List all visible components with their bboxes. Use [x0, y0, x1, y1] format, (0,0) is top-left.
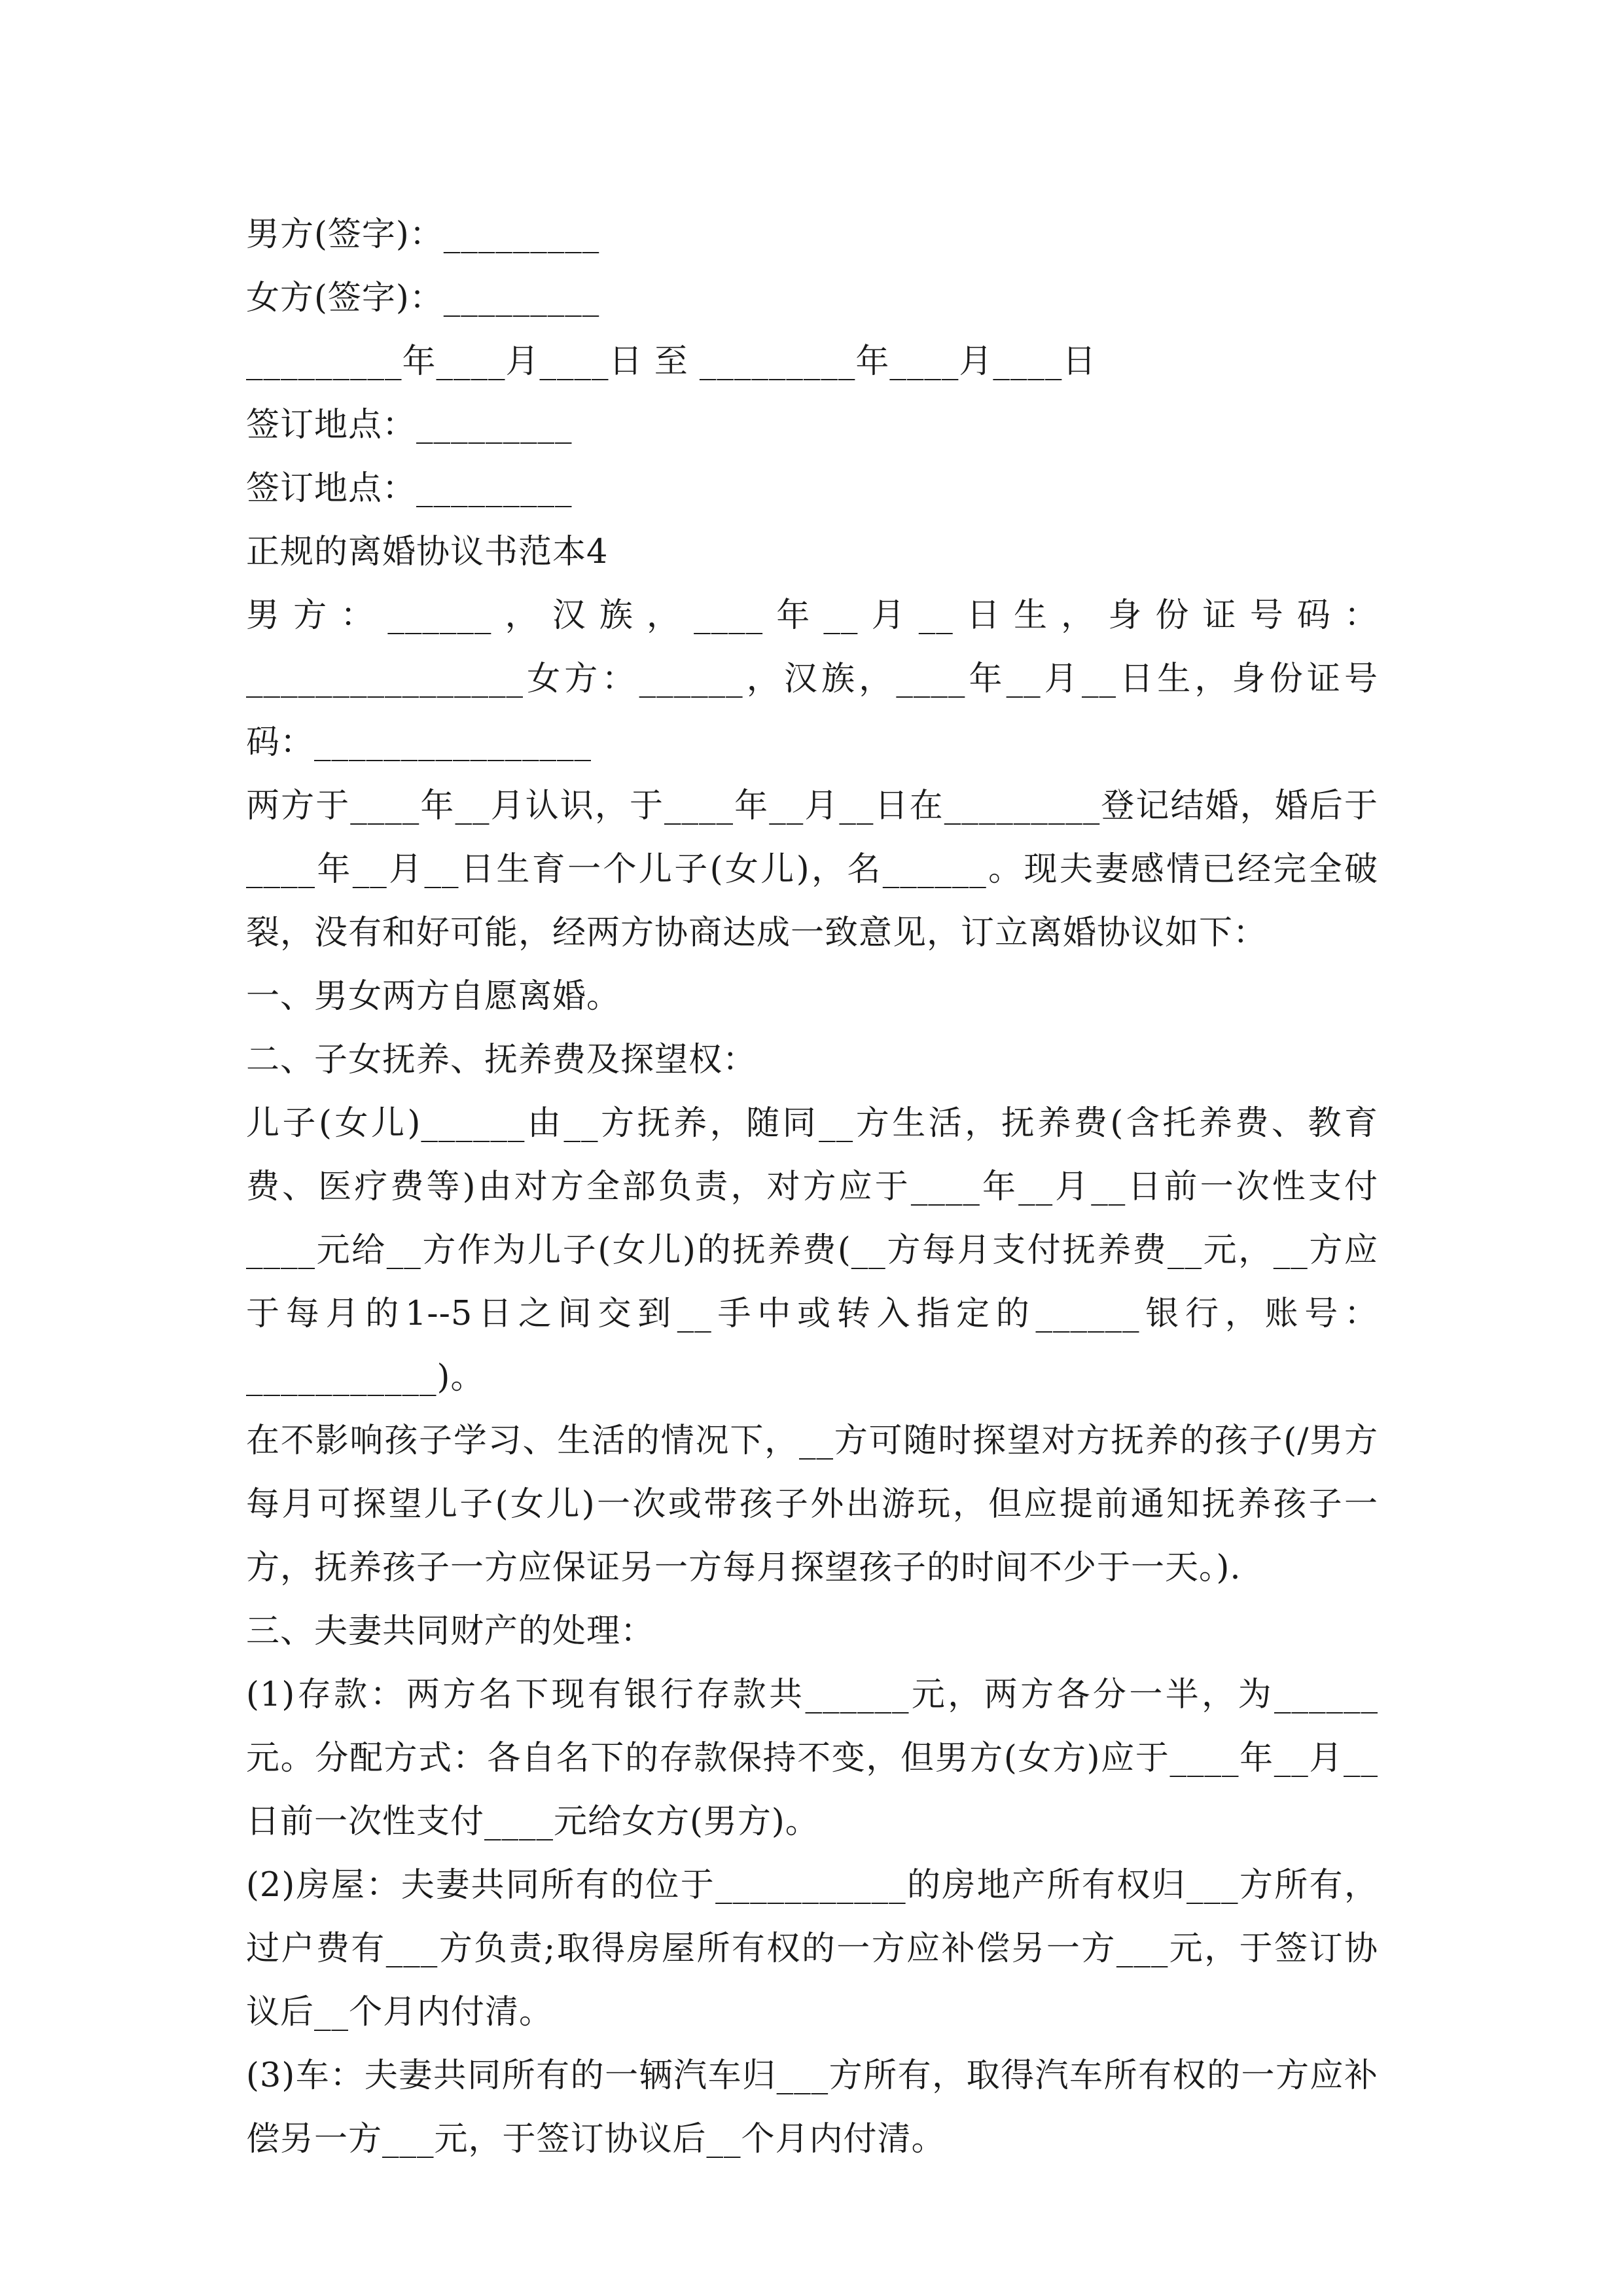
intro-paragraph: 两方于____年__月认识，于____年__月__日在_________登记结婚，婚后于____年__月__日生育一个儿子(女儿)，名______。现夫妻感情已经完全破裂，没有和好可能，经两方协商达成一致意见，订立离婚协议如下： — [246, 787, 1378, 952]
clause-2-heading: 二、子女抚养、抚养费及探望权： — [246, 1041, 757, 1079]
parties-paragraph: 男方：______，汉族，____年__月__日生，身份证号码：________________女方：______，汉族，____年__月__日生，身份证号码：________________ — [246, 596, 1378, 762]
male-signature-line: 男方(签字)：_________ — [246, 215, 600, 254]
document-title: 正规的离婚协议书范本4 — [246, 533, 609, 571]
clause-3-deposit-paragraph: (1)存款：两方名下现有银行存款共______元，两方各分一半，为______元。分配方式：各自名下的存款保持不变，但男方(女方)应于____年__月__日前一次性支付____元给女方(男方)。 — [246, 1676, 1378, 1841]
clause-3-heading: 三、夫妻共同财产的处理： — [246, 1612, 655, 1651]
date-range-line: _________年____月____日 至 _________年____月____日 — [246, 342, 1097, 381]
clause-3-car-paragraph: (3)车：夫妻共同所有的一辆汽车归___方所有，取得汽车所有权的一方应补偿另一方___元，于签订协议后__个月内付清。 — [246, 2056, 1378, 2159]
document-body — [246, 203, 1378, 2171]
clause-2-custody-paragraph: 儿子(女儿)______由__方抚养，随同__方生活，抚养费(含托养费、教育费、医疗费等)由对方全部负责，对方应于____年__月__日前一次性支付____元给__方作为儿子(女儿)的抚养费(__方每月支付抚养费__元，__方应于每月的1--5日之间交到__手中或转入指定的______银行，账号：___________)。 — [246, 1104, 1378, 1397]
sign-place-line: 签订地点：_________ — [246, 406, 573, 444]
clause-2-visitation-paragraph: 在不影响孩子学习、生活的情况下，__方可随时探望对方抚养的孩子(/男方每月可探望儿子(女儿)一次或带孩子外出游玩，但应提前通知抚养孩子一方，抚养孩子一方应保证另一方每月探望孩子的时间不少于一天。). — [246, 1422, 1378, 1587]
clause-1: 一、男女两方自愿离婚。 — [246, 977, 621, 1016]
sign-place-line: 签订地点：_________ — [246, 469, 573, 508]
clause-3-house-paragraph: (2)房屋：夫妻共同所有的位于___________的房地产所有权归___方所有，过户费有___方负责;取得房屋所有权的一方应补偿另一方___元，于签订协议后__个月内付清。 — [246, 1866, 1378, 2032]
female-signature-line: 女方(签字)：_________ — [246, 279, 600, 317]
